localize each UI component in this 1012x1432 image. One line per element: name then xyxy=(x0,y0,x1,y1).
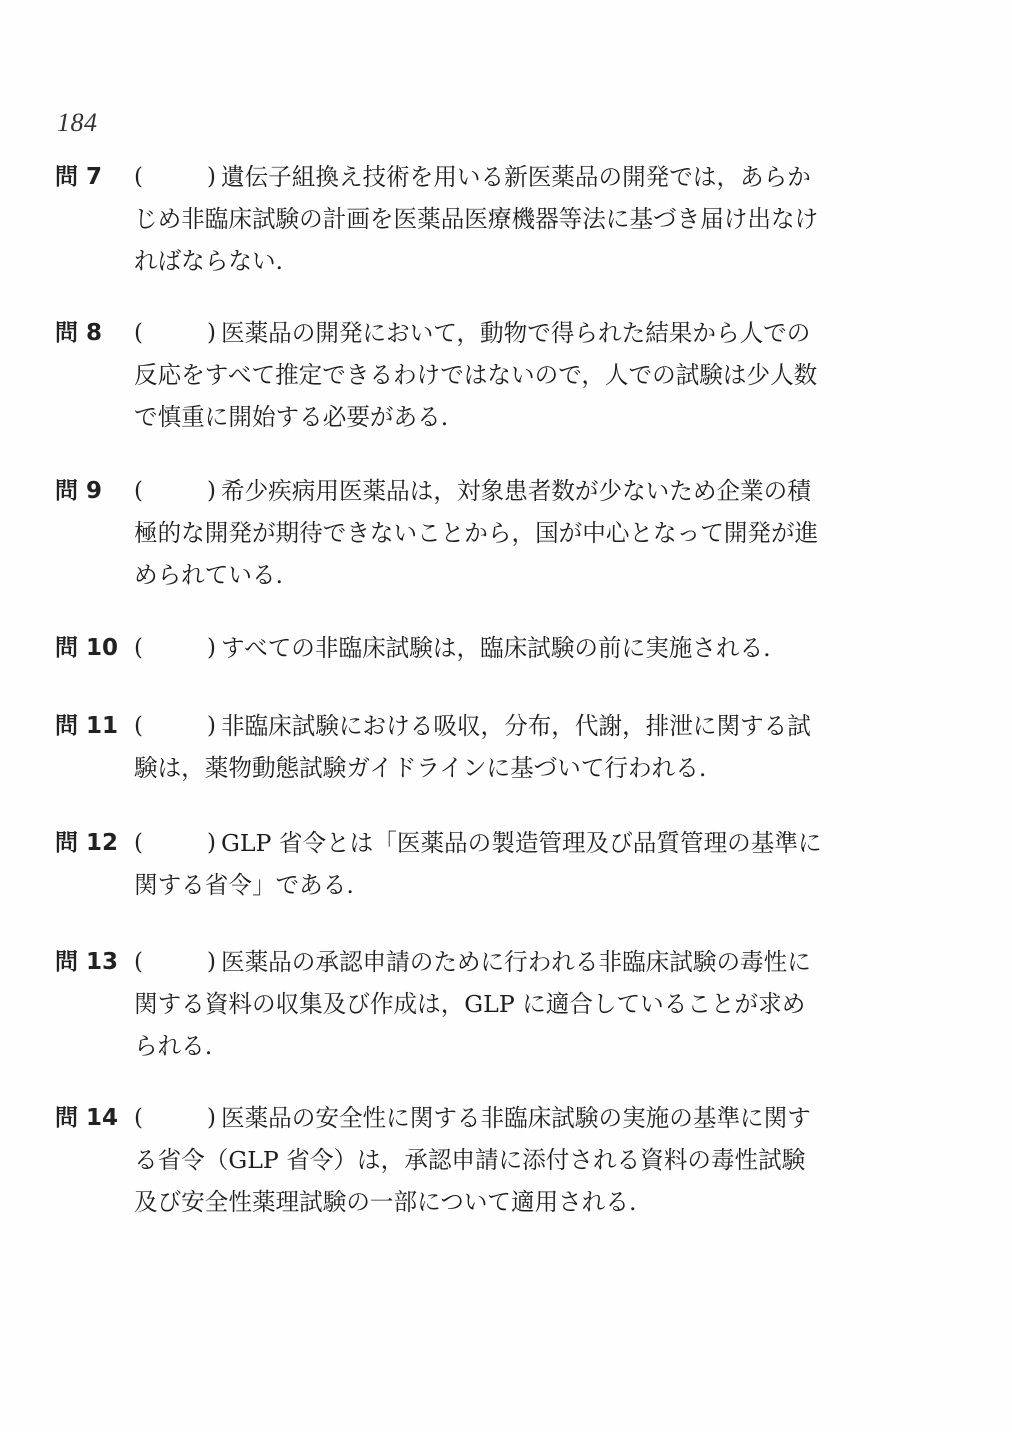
question-text-line: じめ非臨床試験の計画を医薬品医療機器等法に基づき届け出なけ xyxy=(134,205,819,233)
paren-open: ( xyxy=(134,478,143,504)
paren-close: ) xyxy=(207,164,216,190)
question-text-line: 関する省令」である. xyxy=(134,871,354,899)
question-text-line: 及び安全性薬理試験の一部について適用される. xyxy=(134,1188,637,1216)
question-label: 問 10 xyxy=(55,635,119,661)
answer-blank xyxy=(134,156,216,198)
question-text-line: る省令（GLP 省令）は，承認申請に添付される資料の毒性試験 xyxy=(134,1146,806,1174)
paren-open: ( xyxy=(134,164,143,190)
question-text-line: 遺伝子組換え技術を用いる新医薬品の開発では，あらか xyxy=(221,163,811,191)
question-text-line: 極的な開発が期待できないことから，国が中心となって開発が進 xyxy=(134,519,819,547)
question-label: 問 12 xyxy=(55,830,119,856)
answer-blank xyxy=(134,470,216,512)
question-text-line: で慎重に開始する必要がある. xyxy=(134,403,449,431)
paren-close: ) xyxy=(207,830,216,856)
question-label: 問 9 xyxy=(55,478,103,504)
question-text-line: 医薬品の安全性に関する非臨床試験の実施の基準に関す xyxy=(221,1104,811,1132)
question-text-line: 医薬品の承認申請のために行われる非臨床試験の毒性に xyxy=(221,948,811,976)
question-text-line: 反応をすべて推定できるわけではないので，人での試験は少人数 xyxy=(134,361,818,389)
answer-blank xyxy=(134,312,216,354)
question-label: 問 14 xyxy=(55,1105,119,1131)
paren-close: ) xyxy=(207,478,216,504)
question-text-line: 医薬品の開発において，動物で得られた結果から人での xyxy=(221,319,811,347)
question-text-line: すべての非臨床試験は，臨床試験の前に実施される. xyxy=(221,634,771,662)
paren-open: ( xyxy=(134,830,143,856)
question-text-line: られる. xyxy=(134,1032,213,1060)
question-text-line: 非臨床試験における吸収，分布，代謝，排泄に関する試 xyxy=(221,712,811,740)
paren-open: ( xyxy=(134,320,143,346)
paren-close: ) xyxy=(207,635,216,661)
page-number: 184 xyxy=(57,108,98,137)
question-text-line: 験は，薬物動態試験ガイドラインに基づいて行われる. xyxy=(134,754,707,782)
paren-open: ( xyxy=(134,713,143,739)
question-label: 問 13 xyxy=(55,949,119,975)
paren-open: ( xyxy=(134,949,143,975)
answer-blank xyxy=(134,822,216,864)
answer-blank xyxy=(134,705,216,747)
paren-open: ( xyxy=(134,635,143,661)
paren-close: ) xyxy=(207,1105,216,1131)
paren-open: ( xyxy=(134,1105,143,1131)
paren-close: ) xyxy=(207,949,216,975)
question-text-line: 関する資料の収集及び作成は，GLP に適合していることが求め xyxy=(134,990,806,1018)
answer-blank xyxy=(134,627,216,669)
question-label: 問 8 xyxy=(55,320,103,346)
answer-blank xyxy=(134,941,216,983)
question-label: 問 11 xyxy=(55,713,119,739)
paren-close: ) xyxy=(207,320,216,346)
question-text-line: GLP 省令とは「医薬品の製造管理及び品質管理の基準に xyxy=(221,829,822,857)
paren-close: ) xyxy=(207,713,216,739)
question-label: 問 7 xyxy=(55,164,103,190)
answer-blank xyxy=(134,1097,216,1139)
question-text-line: 希少疾病用医薬品は，対象患者数が少ないため企業の積 xyxy=(221,477,811,505)
question-text-line: ればならない. xyxy=(134,247,284,275)
question-text-line: められている. xyxy=(134,561,284,589)
